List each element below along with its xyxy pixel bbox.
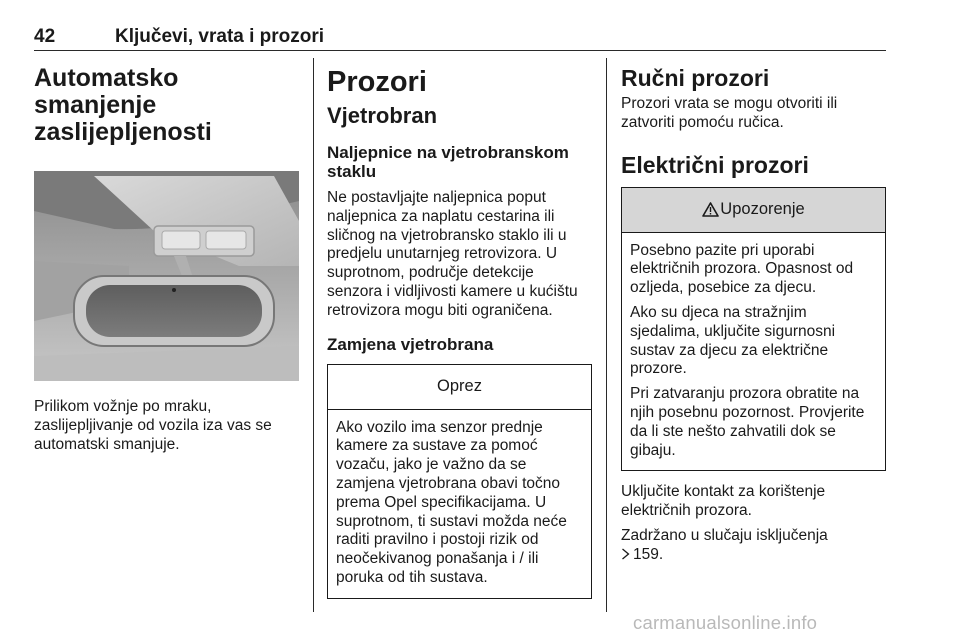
reference-arrow-icon xyxy=(621,548,630,560)
subsection-title-windscreen: Vjetrobran xyxy=(327,103,438,128)
heading-windscreen-replacement: Zamjena vjetrobrana xyxy=(327,334,494,354)
page-header xyxy=(34,24,886,51)
column-divider xyxy=(313,58,314,612)
chapter-title: Ključevi, vrata i prozori xyxy=(115,26,325,47)
power-windows-ignition-text: Uključite kontakt za korištenje električnih prozora. xyxy=(621,483,826,520)
heading-windscreen-stickers: Naljepnice na vjetrobranskom staklu xyxy=(327,143,569,181)
warning-paragraph: Posebno pazite pri uporabi električnih prozora. Opasnost od ozljeda, posebice za djecu. xyxy=(630,241,854,297)
rearview-mirror-photo xyxy=(34,171,299,381)
windscreen-stickers-text: Ne postavljajte naljepnica poput naljepnica za naplatu cestarina ili sličnog na vjetrobransko staklo ili u predjelu unutarnjeg retrovizora. U suprotnom, područje detekcije senzora i vidljivosti kamere u kućištu retrovizora mogu biti ograničena. xyxy=(327,189,578,319)
caution-text: Ako vozilo ima senzor prednje kamere za sustave za pomoć vozaču, jako je važno da se zamjena vjetrobrana obavi točno prema Opel specifikacijama. U suprotnom, ti sustavi možda neće raditi pravilno i postoji rizik od neočekivanog ponašanja i / ili poruka od tih sustava. xyxy=(336,418,567,586)
warning-paragraph: Ako su djeca na stražnjim sjedalima, uključite sigurnosni sustav za djecu za električne prozore. xyxy=(630,303,836,378)
column-windows xyxy=(621,58,886,565)
column-windscreen xyxy=(327,58,592,599)
page-number: 42 xyxy=(34,26,56,47)
caution-header: Oprez xyxy=(328,365,591,410)
retained-power-text: Zadržano u slučaju isključenja xyxy=(621,526,828,544)
column-divider xyxy=(606,58,607,612)
section-title-auto-dimming: Automatsko smanjenje zaslijepljenosti xyxy=(34,64,212,146)
auto-dimming-text: Prilikom vožnje po mraku, zaslijepljivanje od vozila iza vas se automatski smanjuje. xyxy=(34,398,272,453)
warning-box xyxy=(621,187,886,472)
warning-label: Upozorenje xyxy=(720,200,805,219)
warning-paragraph: Pri zatvaranju prozora obratite na njih posebnu pozornost. Provjerite da li ste nešto zahvatili dok se gibaju. xyxy=(630,385,865,459)
column-auto-dimming xyxy=(34,58,299,454)
page-reference[interactable] xyxy=(621,546,886,565)
section-title-manual-windows: Ručni prozori xyxy=(621,65,770,91)
caution-box xyxy=(327,364,592,599)
section-title-windows: Prozori xyxy=(327,66,427,98)
warning-triangle-icon xyxy=(702,202,719,217)
section-title-power-windows: Električni prozori xyxy=(621,151,809,178)
page-reference-number: 159. xyxy=(633,545,664,563)
watermark: carmanualsonline.info xyxy=(633,612,818,633)
warning-header xyxy=(622,188,885,233)
manual-windows-text: Prozori vrata se mogu otvoriti ili zatvoriti pomoću ručica. xyxy=(621,95,838,131)
